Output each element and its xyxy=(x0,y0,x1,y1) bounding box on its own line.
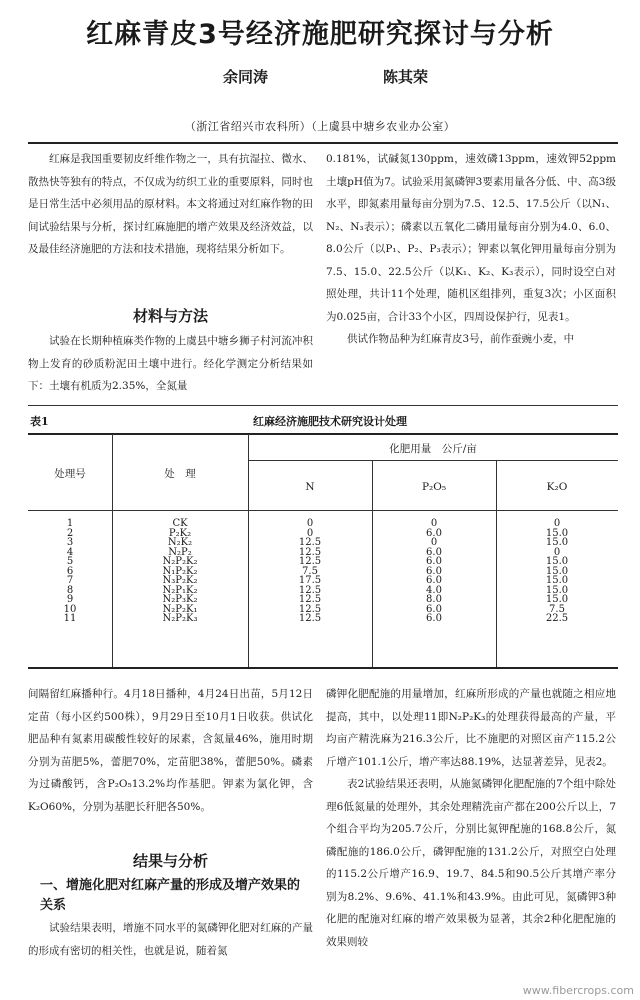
table-cell-k: 15.0 xyxy=(545,565,569,577)
right-column-top xyxy=(326,148,616,351)
table-cell-n: 12.5 xyxy=(298,594,322,605)
table-cell-n: 17.5 xyxy=(298,575,322,586)
table-header-fertilizer: 化肥用量 公斤/亩 xyxy=(389,443,477,455)
left-column-results xyxy=(28,917,313,962)
left-column-bottom xyxy=(28,683,313,818)
table-cell-k: 15.0 xyxy=(545,556,569,567)
table-cell-treat: N₂P₁K₂ xyxy=(162,584,198,596)
table-cell-no: 9 xyxy=(66,594,74,605)
cultivar-paragraph: 供试作物品种为红麻青皮3号，前作蚕豌小麦，中 xyxy=(347,333,575,345)
left-column-methods xyxy=(28,330,313,398)
table-cell-k: 7.5 xyxy=(549,603,565,615)
paper-title: 红麻青皮3号经济施肥研究探讨与分析 xyxy=(86,19,554,50)
table-cell-k: 15.0 xyxy=(545,584,569,596)
table-cell-k: 15.0 xyxy=(545,527,569,539)
comparison-paragraph: 表2试验结果还表明，从施氮磷钾化肥配施的7个组中除处理6低氮量的处理外，其余处理精洗亩产都在200公斤以上，7个组合平均为205.7公斤，分别比氮钾配施的168.8公斤，氮磷配施的186.0公斤，磷钾配施的131.2公斤，对照空白处理的115.2公斤增产16.9、19.7、84.5和90.5公斤其增产率分别为8.2%、9.6%、41.1%和43.9%。由此可见，氮磷钾3种化肥的配施对红麻的增产效果极为显著，其余2种化肥配施的效果则较 xyxy=(326,778,616,948)
table-cell-k: 0 xyxy=(553,518,561,529)
table-cell-treat: N₂P₂K₃ xyxy=(162,613,198,624)
table-cell-p: 0 xyxy=(430,518,438,529)
author-1: 余同涛 xyxy=(223,68,269,86)
table-cell-treat: N₁P₂K₂ xyxy=(162,565,198,577)
table-cell-n: 12.5 xyxy=(298,546,322,558)
table-body-rule xyxy=(28,510,618,511)
left-column-top xyxy=(28,148,313,261)
table-bottom-rule xyxy=(28,667,618,669)
section-heading-methods: 材料与方法 xyxy=(132,307,208,325)
header-rule xyxy=(28,142,618,144)
table-cell-n: 7.5 xyxy=(302,565,318,577)
table-cell-p: 0 xyxy=(430,537,438,548)
table-header-treatment: 处 理 xyxy=(164,468,196,480)
yield-paragraph: 磷钾化肥配施的用量增加，红麻所形成的产量也就随之相应地提高，其中，以处理11即N₂P₂K₃的处理获得最高的产量，平均亩产精洗麻为216.3公斤，比不施肥的对照区亩产115.2公斤增产101.1公斤，增产率达88.19%，达显著差异，见表2。 xyxy=(326,688,616,768)
table-cell-k: 15.0 xyxy=(545,575,569,586)
table-cell-p: 6.0 xyxy=(426,613,442,624)
cultivation-paragraph: 间隔留红麻播种行。4月18日播种，4月24日出苗，5月12日定苗（每小区约500株），9月29日至10月1日收获。供试化肥品种有氮素用碳酸性较好的尿素，含氮量46%，施用时期分别为苗肥5%，蕾肥70%，定苗肥38%，蕾肥50%。磷素为过磷酸钙，含P₂O₅13.2%均作基肥。钾素为氯化钾，含K₂O60%，分别为基肥长秆肥各50%。 xyxy=(28,688,313,813)
table-cell-p: 6.0 xyxy=(426,565,442,577)
right-column-bottom xyxy=(326,683,616,953)
table-header-treatment-no: 处理号 xyxy=(54,468,86,480)
design-paragraph: 0.181%，试碱氮130ppm，速效磷13ppm，速效钾52ppm土壤pH值为7。试验采用氮磷钾3要素用量各分低、中、高3级水平，即氮素用量每亩分别为7.5、12.5、17.5公斤（以N₁、N₂、N₃表示）；磷素以五氧化二磷用量每亩分别为4.0、6.0、8.0公斤（以P₁、P₂、P₃表示）；钾素以氧化钾用量每亩分别为7.5、15.0、22.5公斤（以K₁、K₂、K₃表示），同时设空白对照处理，共计11个处理，随机区组排列，重复3次；小区面积为0.025亩，合计33个小区，四周设保护行，见表1。 xyxy=(326,153,616,323)
table-cell-treat: P₂K₂ xyxy=(168,527,192,539)
table-title: 红麻经济施肥技术研究设计处理 xyxy=(253,415,407,428)
table-cell-no: 5 xyxy=(66,556,74,567)
table-cell-k: 15.0 xyxy=(545,537,569,548)
table-cell-no: 3 xyxy=(66,537,74,548)
table-cell-treat: N₂P₂K₂ xyxy=(162,556,198,567)
table-col-n xyxy=(248,519,372,624)
table-cell-n: 0 xyxy=(306,527,314,539)
table-cell-n: 12.5 xyxy=(298,613,322,624)
table-col-p xyxy=(372,519,496,624)
table-cell-no: 11 xyxy=(63,613,77,624)
table-cell-n: 12.5 xyxy=(298,584,322,596)
table-cell-p: 8.0 xyxy=(426,594,442,605)
table-header-k: K₂O xyxy=(546,481,568,493)
table-cell-k: 22.5 xyxy=(545,613,569,624)
table-header-n: N xyxy=(305,481,315,493)
table-cell-k: 15.0 xyxy=(545,594,569,605)
table-cell-no: 6 xyxy=(66,565,74,577)
table-cell-p: 4.0 xyxy=(426,584,442,596)
subsection-heading: 一、增施化肥对红麻产量的形成及增产效果的关系 xyxy=(40,878,301,913)
table-cell-treat: CK xyxy=(172,518,188,529)
table-cell-no: 7 xyxy=(66,575,74,586)
section-heading-results: 结果与分析 xyxy=(132,852,208,870)
intro-paragraph: 红麻是我国重要韧皮纤维作物之一，具有抗湿拉、微水、散热快等独有的特点，不仅成为纺织工业的重要原料，同时也是日常生活中必须用品的原材料。本文将通过对红麻作物的田间试验结果与分析，探讨红麻施肥的增产效果及经济效益，以及最佳经济施肥的方法和技术措施，现将结果分析如下。 xyxy=(28,153,313,255)
methods-paragraph: 试验在长期种植麻类作物的上虞县中塘乡狮子村河流冲积物上发育的砂质粉泥田土壤中进行。经化学测定分析结果如下：土壤有机质为2.35%，全氮量 xyxy=(28,335,313,392)
table-cell-no: 4 xyxy=(66,546,74,558)
table-cell-n: 12.5 xyxy=(298,603,322,615)
table-cell-k: 0 xyxy=(553,546,561,558)
table-col-no xyxy=(28,519,112,624)
table-header-p: P₂O₅ xyxy=(421,481,447,493)
table-cell-p: 6.0 xyxy=(426,527,442,539)
table-cell-no: 10 xyxy=(63,603,77,615)
table-top-rule xyxy=(28,405,618,406)
table-cell-treat: N₂K₂ xyxy=(167,537,193,548)
table-cell-treat: N₂P₂ xyxy=(168,546,192,558)
table-cell-treat: N₂P₂K₁ xyxy=(162,603,198,615)
table-cell-treat: N₂P₃K₂ xyxy=(162,594,198,605)
author-2: 陈其荣 xyxy=(383,68,429,86)
table-cell-n: 12.5 xyxy=(298,537,322,548)
table-cell-p: 6.0 xyxy=(426,603,442,615)
table-cell-no: 8 xyxy=(66,584,74,596)
table-cell-n: 12.5 xyxy=(298,556,322,567)
table-cell-p: 6.0 xyxy=(426,546,442,558)
affiliation: （浙江省绍兴市农科所）（上虞县中塘乡农业办公室） xyxy=(184,120,456,133)
table-col-k xyxy=(496,519,618,624)
table-cell-no: 2 xyxy=(66,527,74,539)
results-paragraph: 试验结果表明，增施不同水平的氮磷钾化肥对红麻的产量的形成有密切的相关性，也就是说，随着氮 xyxy=(28,922,313,957)
watermark: www.fibercrops.com xyxy=(522,984,634,997)
table-header-rule xyxy=(28,433,618,435)
table-col-treatment xyxy=(130,519,230,624)
table-cell-p: 6.0 xyxy=(426,556,442,567)
table-label: 表1 xyxy=(30,415,49,428)
table-group-rule xyxy=(248,460,618,461)
table-cell-no: 1 xyxy=(66,518,74,529)
table-cell-treat: N₃P₂K₂ xyxy=(162,575,198,586)
table-cell-n: 0 xyxy=(306,518,314,529)
table-cell-p: 6.0 xyxy=(426,575,442,586)
